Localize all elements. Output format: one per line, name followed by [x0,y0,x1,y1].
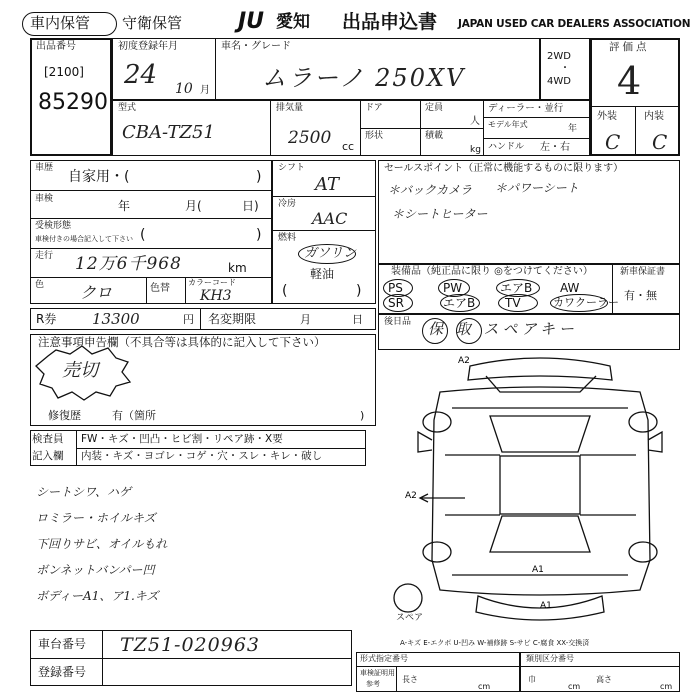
spare-label: スペア [396,613,424,623]
history-label: 車歴 [35,163,54,173]
drive-2wd: 2WD [547,51,571,62]
fuel-value-2: 軽油 [310,267,335,281]
model-year-label: モデル年式 [488,120,528,129]
notes-value: 売切 [62,360,98,381]
storage-label-1: 車内保管 [30,14,91,32]
fuel-label: 燃料 [278,233,297,243]
lot-label: 出品番号 [36,41,76,52]
color-tone-label: 色替 [150,283,170,294]
divider [272,196,376,197]
width-unit: cm [568,682,581,691]
ju-logo [238,10,278,36]
divider [483,117,590,118]
capacity-label: 定員 [425,103,444,113]
repair-value: 有（箇所 [112,409,156,422]
hw-note-4: ボンネットバンパー凹 [36,563,155,577]
model-label: 型式 [118,103,137,113]
registration-year: 24 [124,60,158,90]
car-name-value: ムラーノ 250XV [262,64,466,92]
door-label: ドア [365,103,383,113]
hw-note-3: 下回りサビ、オイルもれ [36,537,168,551]
shaken-year: 年 [118,199,131,213]
drive-sep: ・ [560,63,570,74]
logo-mark: JU [238,9,265,34]
hw-note-2: ロミラー・ホイルキズ [36,511,156,525]
cert-label: 車検証明用 [360,669,395,677]
divider [76,448,366,449]
equip-circle [550,294,608,312]
divider [270,100,271,156]
divider [146,277,147,304]
mileage-label: 走行 [35,251,54,261]
divider [360,128,483,129]
drive-4wd: 4WD [547,76,571,87]
form-title: 出品申込書 [342,11,438,33]
later-items-label: 後日品 [384,317,412,327]
divider [30,658,352,659]
inspector-label-2: 記入欄 [32,450,64,462]
model-year-unit: 年 [568,124,578,134]
association-name: JAPAN USED CAR DEALERS ASSOCIATION [458,18,691,30]
car-name-label: 車名・グレード [221,41,291,52]
logo-text: 愛知 [276,12,310,32]
hw-note-1: シートシワ、ハゲ [36,485,132,499]
shift-label: シフト [278,163,306,173]
recycle-value: 13300 [92,310,140,328]
diagram-mark-a2-top: A2 [458,356,470,366]
equip-tv: TV [505,296,521,310]
sales-point-3: ＊シートヒーター [392,207,488,221]
equip-cooler: カワクーラー [553,296,619,309]
height-label: 高さ [596,675,612,684]
mileage-unit: km [228,261,247,275]
shift-value: AT [315,174,340,195]
equipment-title: 装備品（純正品に限り ◎をつけてください） [391,266,593,277]
divider [30,218,272,219]
reception-close: ) [256,227,262,243]
equip-circle [383,294,413,312]
registration-month: 10 [175,81,193,97]
storage-label-2: 守衛保管 [122,14,183,32]
color-code-label: カラーコード [188,278,236,287]
history-close: ) [256,169,262,185]
hw-note-5: ボディーA1、ア1.キズ [36,589,159,603]
name-change-label: 名変期限 [208,312,257,326]
color-value: クロ [80,283,113,302]
new-warranty-label: 新車保証書 [620,267,666,277]
chassis-label: 車台番号 [38,637,87,651]
lot-code: [2100] [44,65,84,79]
equip-airbag-2: エアB [443,296,476,310]
capacity-unit: 人 [470,116,480,127]
divider [30,190,272,191]
ref-label: 参考 [366,680,380,688]
sales-point-1: ＊バックカメラ [388,183,473,197]
rating-label: 評価点 [609,41,650,53]
name-change-day: 日 [352,313,363,326]
load-unit: kg [470,145,481,155]
recycle-unit: 円 [183,313,194,326]
repair-label: 修復歴 [48,409,81,422]
displacement-value: 2500 [288,128,332,148]
reception-note: 車検付きの場合記入して下さい [35,235,133,243]
length-label: 長さ [402,675,418,684]
plate-label: 登録番号 [38,665,87,679]
recycle-box [30,308,376,330]
chassis-value: TZ51-020963 [120,634,261,656]
fuel-paren-open: ( [282,283,288,299]
color-code-value: KH3 [200,288,232,304]
later-items-value: 保 取 スペアキー [428,320,578,338]
notes-title: 注意事項申告欄（不具合等は具体的に記入して下さい） [38,335,326,349]
divider [185,277,186,304]
divider [483,138,590,139]
interior-value: C [652,130,668,154]
reception-open: ( [140,227,146,243]
inspector-label-1: 検査員 [32,433,64,445]
equip-circle [440,294,480,312]
fuel-paren-close: ) [356,283,362,299]
recycle-label: R券 [36,312,57,326]
history-value: 自家用・( [68,169,130,185]
diagram-mark-a2-side: A2 [405,491,417,501]
color-label: 色 [35,280,45,290]
damage-legend: A-キズ E-エクボ U-凹み W-補修跡 S-サビ C-腐食 XX-交換済 [400,639,590,647]
reception-label: 受検形態 [35,221,72,231]
handle-value: 左・右 [540,142,570,153]
load-label: 積載 [425,131,444,141]
width-label: 巾 [528,675,536,684]
divider [30,248,272,249]
equip-airbag: エアB [500,281,533,295]
equip-ps: PS [388,281,403,295]
shape-label: 形状 [365,131,384,141]
new-warranty-value: 有・無 [624,289,657,302]
equip-sr: SR [388,296,404,310]
divider [215,38,216,100]
type-number-label: 類別区分番号 [526,654,574,663]
divider [483,100,484,156]
rating-value: 4 [617,59,642,103]
shape-number-label: 形式指定番号 [360,654,408,663]
displacement-label: 排気量 [276,103,304,113]
divider [356,666,680,667]
equip-circle [498,294,538,312]
displacement-unit: cc [342,140,355,153]
sales-points-title: セールスポイント（正常に機能するものに限ります） [384,163,624,174]
exterior-label: 外装 [597,111,617,122]
shaken-month: 月( [185,199,202,213]
diagram-mark-a1-rear: A1 [532,565,544,575]
repair-close: ) [360,409,365,422]
aircon-label: 冷房 [278,199,297,209]
aircon-value: AAC [312,209,348,228]
shaken-label: 車検 [35,194,54,204]
height-unit: cm [660,682,673,691]
interior-label: 内装 [644,111,664,122]
model-value: CBA-TZ51 [122,122,215,143]
equip-aw: AW [560,281,580,295]
inspector-row-2: 内装・キズ・ヨゴレ・コゲ・穴・スレ・キレ・破し [81,450,323,462]
registration-month-unit: 月 [200,85,210,96]
divider [396,666,397,692]
divider [200,308,201,330]
equip-pw: PW [443,281,463,295]
dealer-label: ディーラー・並行 [488,103,564,114]
name-change-month: 月 [300,313,311,326]
mileage-value: 12万6千968 [75,254,182,274]
diagram-mark-a1-bottom: A1 [540,601,552,611]
shaken-day: 日) [242,199,259,213]
lot-number: 85290 [38,90,108,115]
handle-label: ハンドル [488,142,525,152]
sales-point-2: ＊パワーシート [495,181,579,195]
inspector-row-1: FW・キズ・凹凸・ヒビ割・リペア跡・X要 [81,433,283,445]
registration-label: 初度登録年月 [118,41,178,52]
length-unit: cm [478,682,491,691]
fuel-value-1: ガソリン [304,246,357,261]
divider [272,230,376,231]
divider [635,106,636,156]
exterior-value: C [605,130,621,154]
